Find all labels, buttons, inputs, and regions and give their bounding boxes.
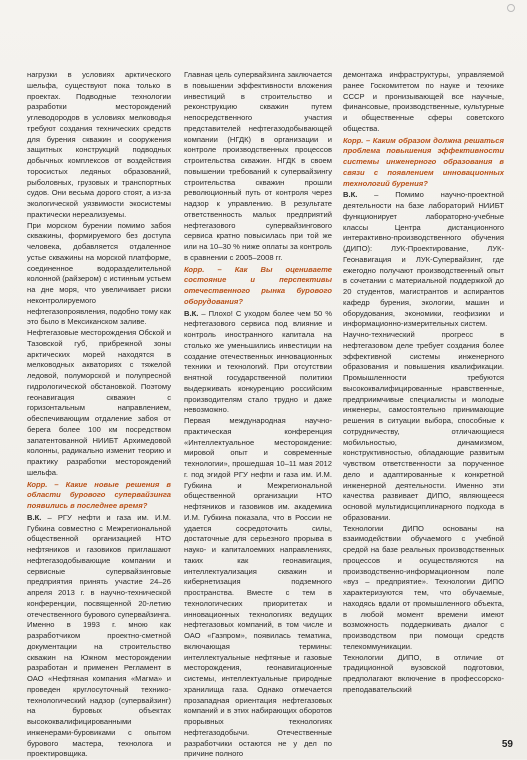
paragraph: Первая международная научно-практическая конференция «Интеллектуальное месторождение: мировой опыт и современные технологии», прошедшая 10–11 мая 2012 г. под эгидой РГУ нефти и газа им. И.М. Губкина и Межрегиональной общественной организации НТО нефтяников и газовиков им. академика И.М. Губкина показала, что в России не удается сосредоточить силы, достаточные для серьезного прорыва в науко- и капиталоемких направлениях, таких как геонавигация, интеллектуализация скважин и кибернетизация подземного пространства. Вместе с тем в технологических приоритетах и инновационных технологиях ведущих нефтегазовых компаний, в том числе и ОАО «Газпром», появилась тематика, включающая термины: интеллектуальные нефтяные и газовые месторождения, геонавигационные системы, интеллектуальные природные хранилища газа. Однако отмечается прозападная ориентация нефтегазовых компаний и в этих набирающих оборотов прорывных технологиях нефтегазодобычи. Отечественные разработчики остаются не у дел по причине полного bbox=[184, 416, 332, 759]
paragraph: демонтажа инфраструктуры, управляемой ранее Госкомитетом по науке и технике СССР и пронизывающей все научные, финансовые, производственные, культурные и общественные сферы советского общества. bbox=[343, 70, 504, 133]
page-number: 59 bbox=[501, 739, 513, 750]
text-column-2 bbox=[184, 70, 332, 760]
corner-mark-icon bbox=[507, 4, 515, 12]
interview-answer bbox=[343, 190, 504, 330]
interview-question: Корр. – Как Вы оцениваете состояние и перспективы отечественного рынка бурового оборудования? bbox=[184, 264, 332, 306]
paragraph: При морском бурении помимо забоя скважины, формируемого без доступа человека, добавляется отдаленное устье скважины на морской платформе, соединенное водоразделительной колонной (райзером) с истинным устьем на дне моря, что увеличивает риски неконтролируемого нефтегазопроявления, подобно тому как это было в Мексиканском заливе. bbox=[27, 220, 171, 327]
paragraph: Технологии ДИПО, в отличие от традиционной вузовской подготовки, предполагают включение в профессорско-преподавательский bbox=[343, 652, 504, 694]
answer-speaker: В.К. bbox=[184, 308, 199, 318]
paragraph: нагрузки в условиях арктического шельфа, существуют пока только в проектах. Подводные технологии разработки месторождений углеводородов в условиях мелководья требуют создания технических средств для бурения скважин и сооружения защитных конструкций подводных добычных комплексов от воздействия торосистых ледяных образований, рыболовных, грузовых и транспортных судов. Они весьма дорого стоят, а из-за экологической уязвимости экосистемы практически нереализуемы. bbox=[27, 70, 171, 219]
paragraph: Главная цель супервайзинга заключается в повышении эффективности вложения инвестиций в строительство и реконструкцию скважин путем непосредственного участия представителей нефтегазодобывающей компании (НГДК) в организации и контроле производственных процессов строительства скважин. НГДК в своем повышении требований к супервайзингу строительства скважин прошли революционный путь от контроля через надзор к управлению. В результате ответственность малых предприятий нефтегазового супервайзингового сервиса кратно повысилась при той же или на 10–30 % ниже оплаты за контроль в сравнении с 2005–2008 гг. bbox=[184, 70, 332, 262]
answer-text: – Плохо! С уходом более чем 50 % нефтегазового сервиса под влияние и контроль иностранного капитала на столько же уменьшились инвестиции на создание отечественных инновационных техники и технологий. При отсутствии внятной государственной политики выдерживать конкуренцию российским производителям стало трудно и даже невозможно. bbox=[184, 308, 332, 415]
interview-question: Корр. – Какие новые решения в области бурового супервайзинга появились в последнее время? bbox=[27, 479, 171, 510]
text-column-1 bbox=[27, 70, 171, 760]
interview-answer bbox=[27, 513, 171, 760]
text-column-3 bbox=[343, 70, 504, 696]
answer-text: – РГУ нефти и газа им. И.М. Губкина совместно с Межрегиональной общественной организацией НТО нефтяников и газовиков приглашают нефтегазодобывающие компании и сервисные супервайзинговые предприятия принять участие 24–26 апреля 2013 г. в научно-технической конференции, посвященной 20-летию отечественного бурового супервайзинга. Именно в 1993 г. мною как разработчиком проектно-сметной документации на строительство скважин на Южном месторождении разработан и применен Регламент в ОАО «Нефтяная компания «Магма» и проведен круглосуточный технико-технологический надзор (супервайзинг) на буровых объектах высококвалифицированными инженерами-буровиками с опытом бурового мастера, технолога и проектировщика. bbox=[27, 512, 171, 759]
answer-speaker: В.К. bbox=[343, 190, 358, 200]
answer-speaker: В.К. bbox=[27, 512, 42, 522]
paragraph: Научно-технический прогресс в нефтегазовом деле требует создания более эффективной системы инженерного образования и повышения квалификации. Промышленности требуются высококвалифицированные нравственные, предприимчивые специалисты и молодые инженеры, самостоятельно принимающие решения в ситуации выбора, способные к сотрудничеству, отличающиеся мобильностью, динамизмом, конструктивностью, обладающие развитым чувством ответственности за порученное дело и адаптированные к конкретной инженерной деятельности. Именно эти качества развивает ДИПО, являющееся основой мультидисциплинарного подхода в образовании. bbox=[343, 330, 504, 522]
interview-answer bbox=[184, 309, 332, 417]
answer-text: – Помимо научно-проектной деятельности на базе лабораторий НИИБТ функционирует лабораторно-учебные классы Центра дистанционного интерактивно-производственного обучения (ДИПО): ЛУК-Проектирование, ЛУК-Геонавигация и ЛУК-Супервайзинг, где ежегодно получают производственный опыт в сочетании с материальной поддержкой до 20 студентов, магистрантов и аспирантов кафедр бурения, экологии, машин и оборудования, экономики, геофизики и информационно-измерительных систем. bbox=[343, 190, 504, 329]
paragraph: Нефтегазовые месторождения Обской и Тазовской губ, прибрежной зоны арктических морей находятся в мелководных акваториях с тяжелой ледовой, полуморской и полупресной гидрологической обстановкой. Поэтому геонавигация скважин с горизонтальным направлением, обеспечивающим отдаление забоя от берега более 100 км посредством запатентованной НИИБТ Архимедовой колонны, радикально изменит теорию и практику разработки месторождений шельфа. bbox=[27, 328, 171, 477]
paragraph: Технологии ДИПО основаны на взаимодействии обучаемого с учебной средой на базе реальных производственных процессов и осуществляются на производственно-информационном поле «вуз – предприятие». Технологии ДИПО характеризуются тем, что обучаемые, находясь вдали от промышленного объекта, в любой момент времени имеют возможность поддерживать диалог с производством при помощи средств телекоммуникации. bbox=[343, 523, 504, 651]
interview-question: Корр. – Каким образом должна решаться проблема повышения эффективности системы инженерного образования в связи с появлением инновационных технологий бурения? bbox=[343, 135, 504, 188]
